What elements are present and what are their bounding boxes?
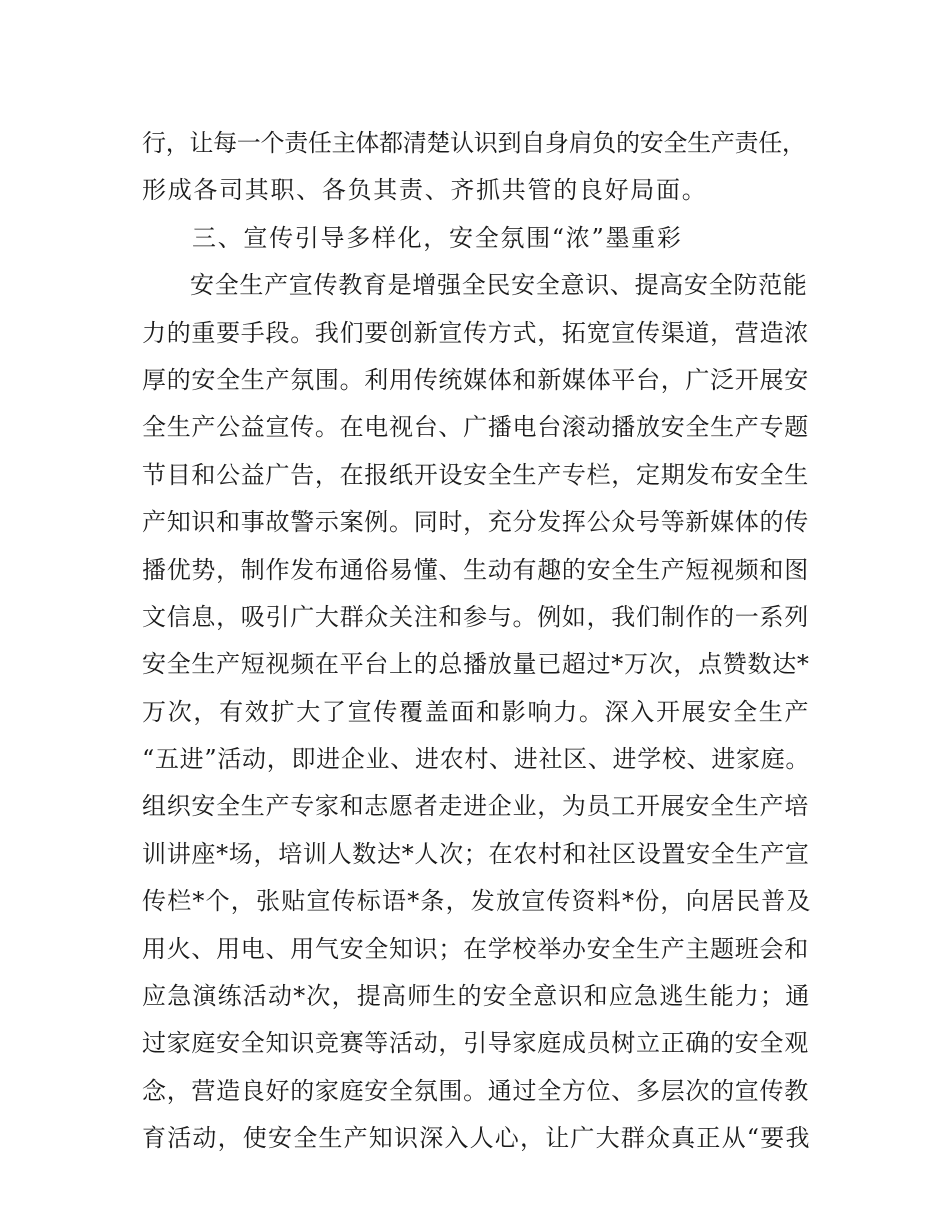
text-line: 节目和公益广告，在报纸开设安全生产专栏，定期发布安全生 xyxy=(142,460,809,489)
text-line: 厚的安全生产氛围。利用传统媒体和新媒体平台，广泛开展安 xyxy=(142,365,809,394)
text-line: “五进”活动，即进企业、进农村、进社区、进学校、进家庭。 xyxy=(142,745,811,774)
body-text xyxy=(142,120,812,1163)
text-line: 文信息，吸引广大群众关注和参与。例如，我们制作的一系列 xyxy=(142,602,809,631)
text-line: 形成各司其职、各负其责、齐抓共管的良好局面。 xyxy=(142,176,708,205)
text-line: 万次，有效扩大了宣传覆盖面和影响力。深入开展安全生产 xyxy=(142,697,811,726)
text-line: 产知识和事故警示案例。同时，充分发挥公众号等新媒体的传 xyxy=(142,508,809,537)
section-heading: 三、宣传引导多样化，安全氛围“浓”墨重彩 xyxy=(192,223,683,252)
text-line: 安全生产宣传教育是增强全民安全意识、提高安全防范能 xyxy=(190,271,808,300)
text-line: 过家庭安全知识竞赛等活动，引导家庭成员树立正确的安全观 xyxy=(142,1029,809,1058)
text-line: 安全生产短视频在平台上的总播放量已超过*万次，点赞数达* xyxy=(142,650,810,679)
text-line: 用火、用电、用气安全知识；在学校举办安全生产主题班会和 xyxy=(142,934,809,963)
text-line: 全生产公益宣传。在电视台、广播电台滚动播放安全生产专题 xyxy=(142,413,809,442)
text-line: 应急演练活动*次，提高师生的安全意识和应急逃生能力；通 xyxy=(142,982,811,1011)
text-line: 训讲座*场，培训人数达*人次；在农村和社区设置安全生产宣 xyxy=(142,839,810,868)
text-line: 组织安全生产专家和志愿者走进企业，为员工开展安全生产培 xyxy=(142,792,809,821)
text-line: 育活动，使安全生产知识深入人心，让广大群众真正从“要我 xyxy=(142,1124,811,1153)
text-line: 念，营造良好的家庭安全氛围。通过全方位、多层次的宣传教 xyxy=(142,1076,809,1105)
text-line: 播优势，制作发布通俗易懂、生动有趣的安全生产短视频和图 xyxy=(142,555,809,584)
text-line: 传栏*个，张贴宣传标语*条，发放宣传资料*份，向居民普及 xyxy=(142,887,812,916)
text-line: 行，让每一个责任主体都清楚认识到自身肩负的安全生产责任， xyxy=(142,129,806,157)
text-line: 力的重要手段。我们要创新宣传方式，拓宽宣传渠道，营造浓 xyxy=(142,318,809,347)
